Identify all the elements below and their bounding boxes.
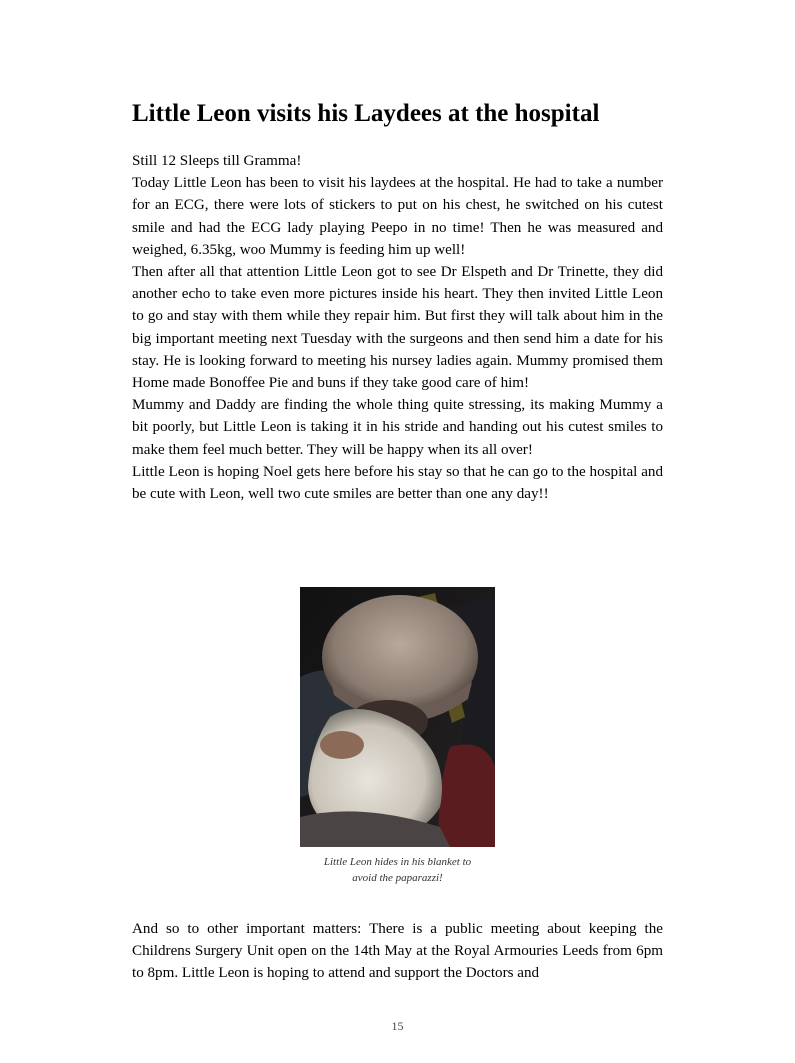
paragraph-meeting: And so to other important matters: There is a public meeting about keeping the Childrens Surgery Unit open on the 14th May at the Royal Armouries Leeds from 6pm to 8pm. Little Leon is hoping to attend and support the Doctors and: [132, 921, 663, 982]
paragraph-doctors: Then after all that attention Little Leon got to see Dr Elspeth and Dr Trinette, they did another echo to take even more pictures inside his heart. They then invited Little Leon to go and stay with them while they repair him. But first they will talk about him in the big important meeting next Tuesday with the surgeons and then send him a date for his stay. He is looking forward to meeting his nursey ladies again. Mummy promised them Home made Bonoffee Pie and buns if they take good care of him!: [132, 264, 663, 392]
paragraph-parents: Mummy and Daddy are finding the whole thing quite stressing, its making Mummy a bit poorly, but Little Leon is taking it in his stride and handing out his cutest smiles to make them feel much better. They will be happy when its all over!: [132, 397, 663, 458]
closing-text: [132, 918, 663, 985]
page-number: 15: [391, 1019, 404, 1033]
caption-line-1: Little Leon hides in his blanket to: [323, 856, 472, 868]
paragraph-noel: Little Leon is hoping Noel gets here before his stay so that he can go to the hospital and be cute with Leon, well two cute smiles are better than one any day!!: [132, 463, 663, 503]
baby-photo: [300, 587, 495, 847]
paragraph-visit: Today Little Leon has been to visit his laydees at the hospital. He had to take a number for an ECG, there were lots of stickers to put on his chest, he switched on his cutest smile and had the ECG lady playing Peepo in no time! Then he was measured and weighed, 6.35kg, woo Mummy is feeding him up well!: [132, 175, 663, 258]
photo-caption: [300, 854, 495, 886]
body-text: [132, 150, 663, 505]
paragraph-intro: Still 12 Sleeps till Gramma!: [132, 153, 302, 169]
page-title: Little Leon visits his Laydees at the hospital: [132, 100, 600, 127]
baby-photo-icon: [300, 587, 495, 847]
caption-line-2: avoid the paparazzi!: [352, 872, 443, 884]
